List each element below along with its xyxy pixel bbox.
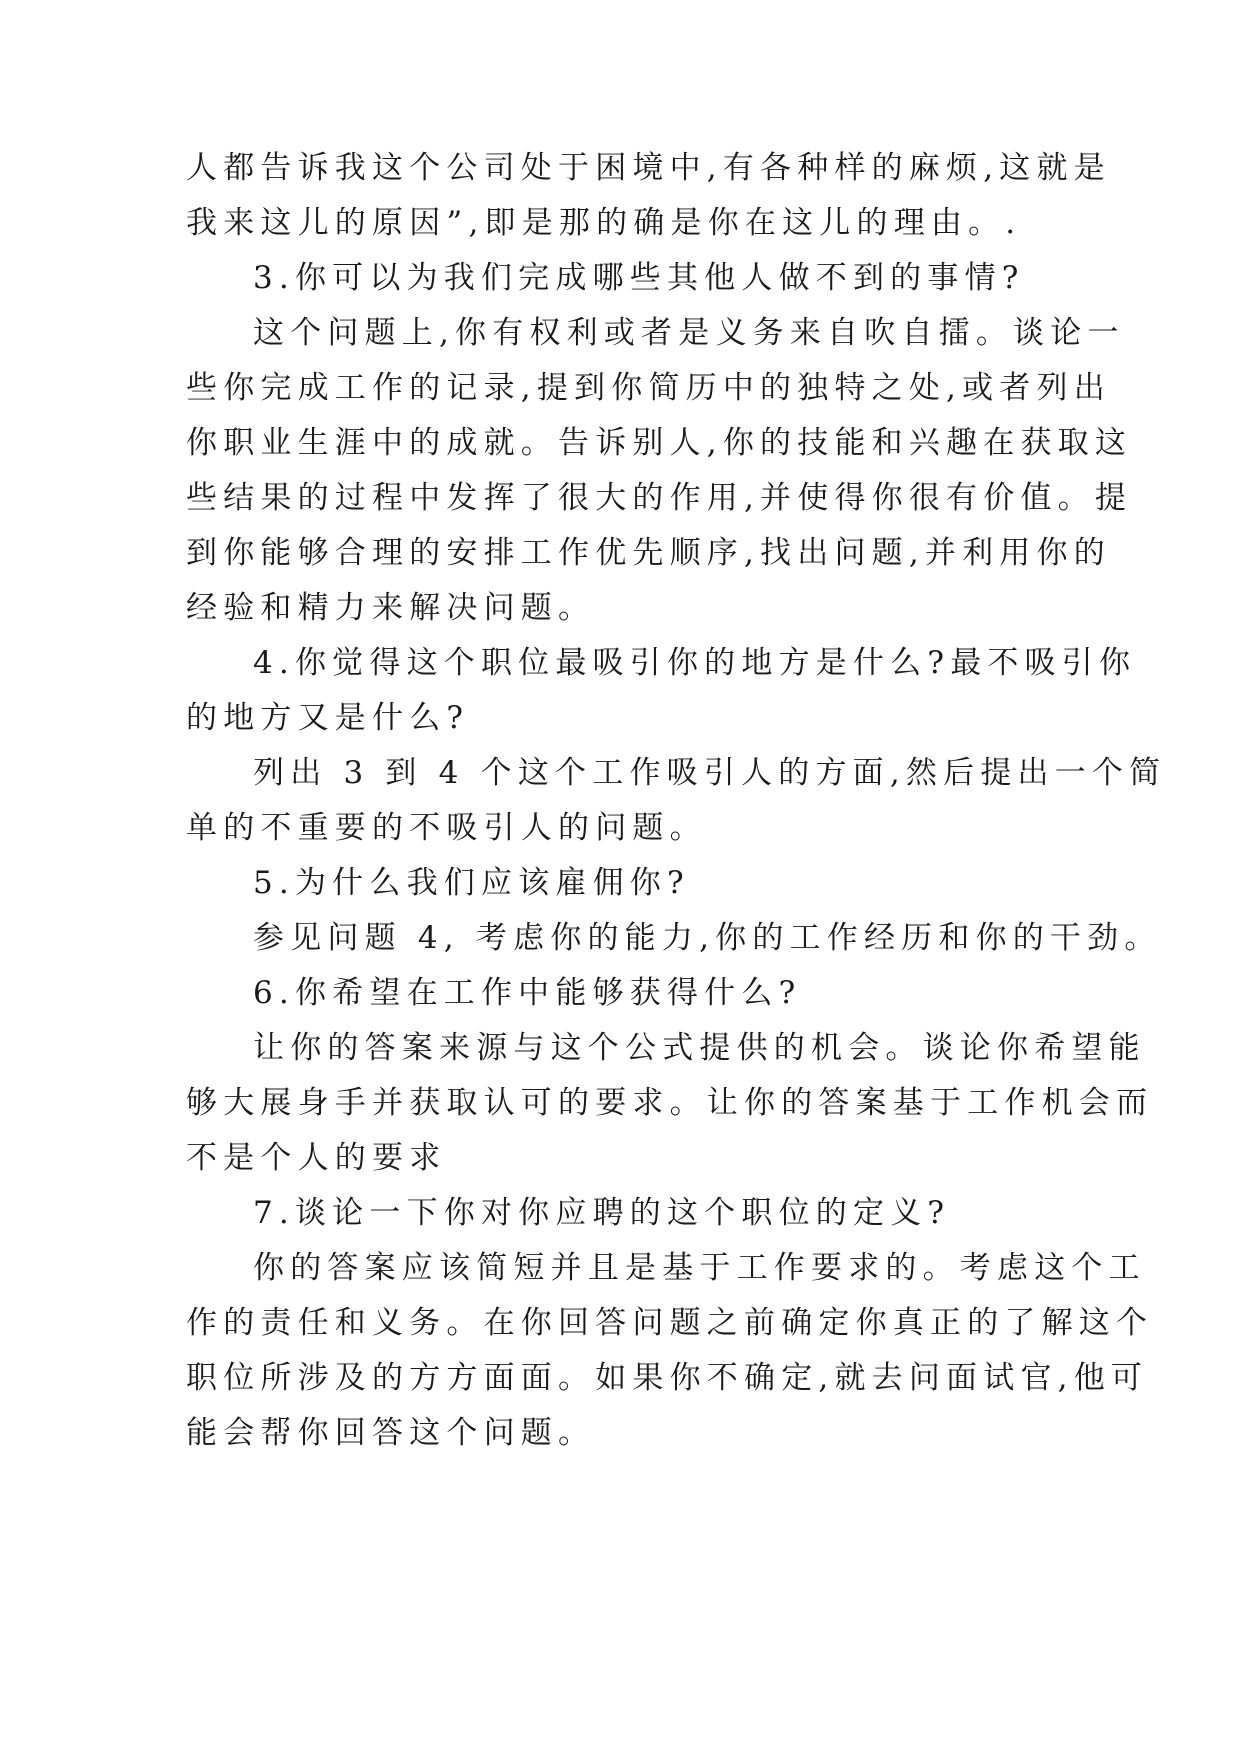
text-line-17: 让你的答案来源与这个公式提供的机会。谈论你希望能 — [253, 1030, 1146, 1066]
text-line-22: 作的责任和义务。在你回答问题之前确定你真正的了解这个 — [186, 1305, 1154, 1341]
question-4-heading: 4.你觉得这个职位最吸引你的地方是什么?最不吸引你 — [253, 645, 1137, 681]
text-line-9: 经验和精力来解决问题。 — [186, 590, 596, 626]
text-line-24: 能会帮你回答这个问题。 — [186, 1415, 596, 1451]
text-line-1: 人都告诉我这个公司处于困境中,有各种样的麻烦,这就是 — [186, 150, 1111, 186]
text-line-19: 不是个人的要求 — [186, 1140, 447, 1176]
text-line-15: 参见问题 4, 考虑你的能力,你的工作经历和你的干劲。 — [253, 920, 1162, 956]
question-5-heading: 5.为什么我们应该雇佣你? — [253, 865, 690, 901]
question-3-heading: 3.你可以为我们完成哪些其他人做不到的事情? — [253, 260, 1025, 296]
text-line-4: 这个问题上,你有权利或者是义务来自吹自擂。谈论一 — [253, 315, 1125, 351]
question-6-heading: 6.你希望在工作中能够获得什么? — [253, 975, 802, 1011]
text-line-13: 单的不重要的不吸引人的问题。 — [186, 810, 707, 846]
text-line-5: 些你完成工作的记录,提到你简历中的独特之处,或者列出 — [186, 370, 1111, 406]
question-7-heading: 7.谈论一下你对你应聘的这个职位的定义? — [253, 1195, 951, 1231]
text-line-2: 我来这儿的原因”,即是那的确是你在这儿的理由。. — [186, 205, 1022, 241]
text-line-11: 的地方又是什么? — [186, 700, 470, 736]
text-line-6: 你职业生涯中的成就。告诉别人,你的技能和兴趣在获取这 — [186, 425, 1133, 461]
text-line-21: 你的答案应该简短并且是基于工作要求的。考虑这个工 — [253, 1250, 1146, 1286]
text-line-12: 列出 3 到 4 个这个工作吸引人的方面,然后提出一个简 — [253, 755, 1167, 791]
text-line-23: 职位所涉及的方方面面。如果你不确定,就去问面试官,他可 — [186, 1360, 1149, 1396]
text-line-8: 到你能够合理的安排工作优先顺序,找出问题,并利用你的 — [186, 535, 1111, 571]
text-line-7: 些结果的过程中发挥了很大的作用,并使得你很有价值。提 — [186, 480, 1133, 516]
text-line-18: 够大展身手并获取认可的要求。让你的答案基于工作机会而 — [186, 1085, 1154, 1121]
